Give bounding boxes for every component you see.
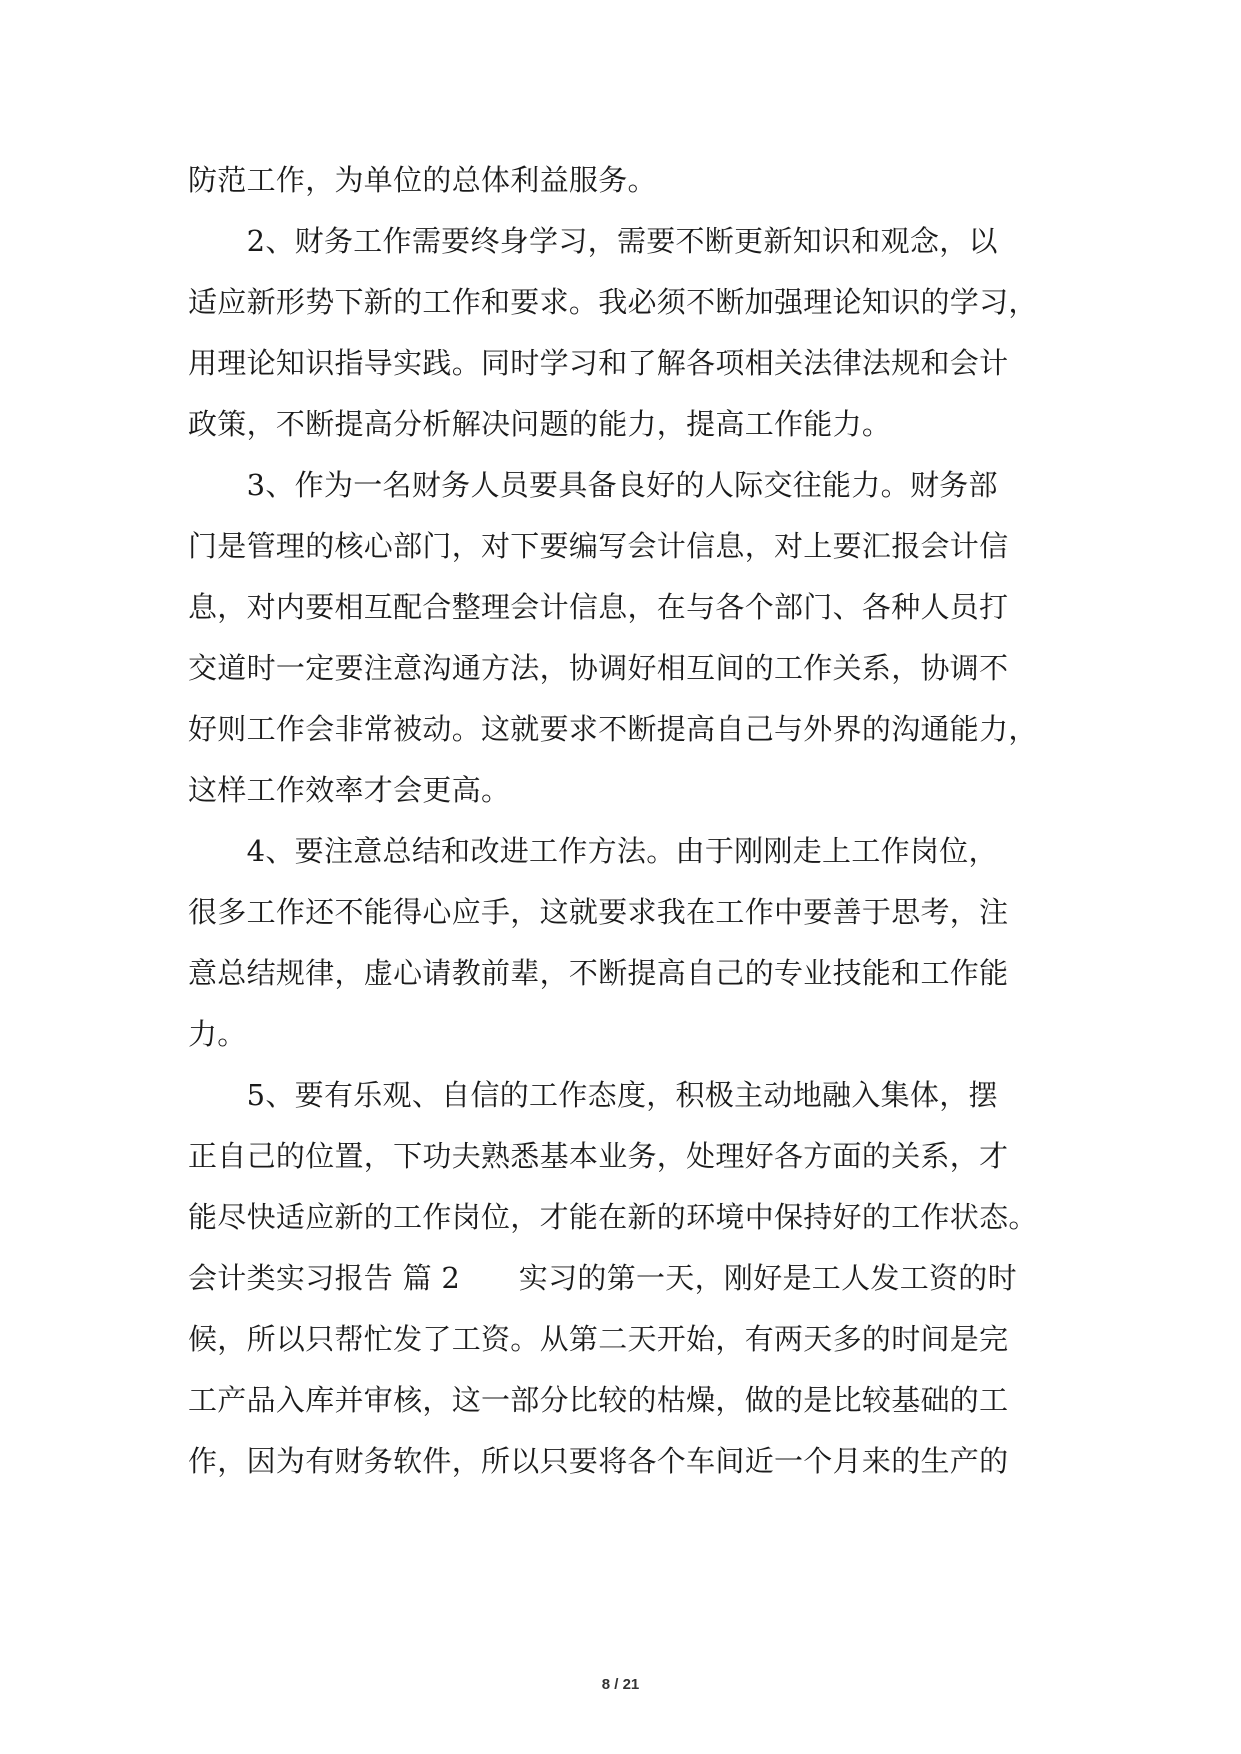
text-line: 候，所以只帮忙发了工资。从第二天开始，有两天多的时间是完: [188, 1322, 1009, 1356]
text-line: 适应新形势下新的工作和要求。我必须不断加强理论知识的学习，: [188, 285, 1038, 319]
text-line: 好则工作会非常被动。这就要求不断提高自己与外界的沟通能力，: [188, 712, 1038, 746]
text-line: 正自己的位置，下功夫熟悉基本业务，处理好各方面的关系，才: [188, 1139, 1009, 1173]
text-line: 5、要有乐观、自信的工作态度，积极主动地融入集体，摆: [188, 1078, 998, 1112]
text-line: 4、要注意总结和改进工作方法。由于刚刚走上工作岗位，: [188, 834, 998, 868]
text-line: 力。: [188, 1017, 247, 1051]
text-line: 会计类实习报告 篇 2 实习的第一天，刚好是工人发工资的时: [188, 1261, 1017, 1295]
text-line: 很多工作还不能得心应手，这就要求我在工作中要善于思考，注: [188, 895, 1009, 929]
text-line: 能尽快适应新的工作岗位，才能在新的环境中保持好的工作状态。: [188, 1200, 1038, 1234]
text-line: 用理论知识指导实践。同时学习和了解各项相关法律法规和会计: [188, 346, 1009, 380]
body-text: [188, 150, 1068, 1492]
text-line: 政策，不断提高分析解决问题的能力，提高工作能力。: [188, 407, 892, 441]
text-line: 意总结规律，虚心请教前辈，不断提高自己的专业技能和工作能: [188, 956, 1009, 990]
text-line: 交道时一定要注意沟通方法，协调好相互间的工作关系，协调不: [188, 651, 1009, 685]
text-line: 作，因为有财务软件，所以只要将各个车间近一个月来的生产的: [188, 1444, 1009, 1478]
text-line: 这样工作效率才会更高。: [188, 773, 511, 807]
page-number: 8 / 21: [601, 1676, 640, 1693]
text-line: 息，对内要相互配合整理会计信息，在与各个部门、各种人员打: [188, 590, 1009, 624]
text-line: 防范工作，为单位的总体利益服务。: [188, 163, 657, 197]
text-line: 3、作为一名财务人员要具备良好的人际交往能力。财务部: [188, 468, 998, 502]
text-line: 门是管理的核心部门，对下要编写会计信息，对上要汇报会计信: [188, 529, 1009, 563]
text-line: 工产品入库并审核，这一部分比较的枯燥，做的是比较基础的工: [188, 1383, 1009, 1417]
text-line: 2、财务工作需要终身学习，需要不断更新知识和观念，以: [188, 224, 998, 258]
